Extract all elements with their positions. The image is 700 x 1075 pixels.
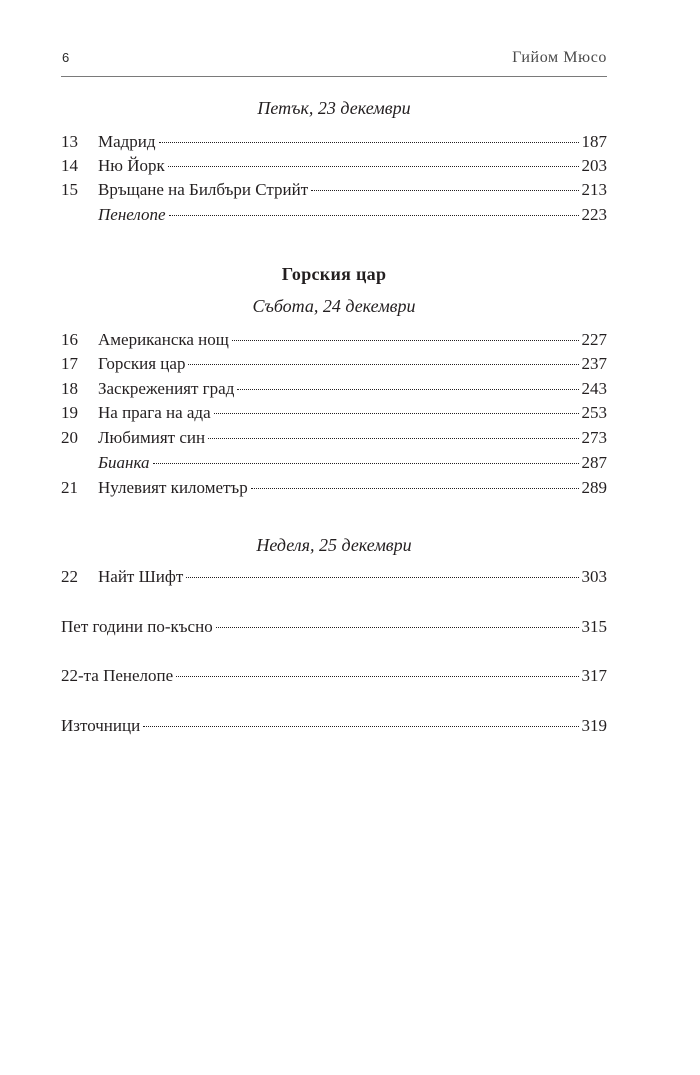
dot-leader xyxy=(169,214,579,216)
running-header xyxy=(61,48,607,72)
chapter-title: Любимият син xyxy=(98,428,206,447)
chapter-number: 14 xyxy=(61,156,78,175)
toc-entry[interactable] xyxy=(61,565,607,589)
dot-leader xyxy=(237,388,578,390)
chapter-title: Заскреженият град xyxy=(98,379,235,398)
chapter-title: На прага на ада xyxy=(98,403,211,422)
page-ref: 315 xyxy=(581,617,607,636)
chapter-number: 16 xyxy=(61,330,78,349)
page-ref: 319 xyxy=(581,716,607,735)
dot-leader xyxy=(153,462,579,464)
toc-entry[interactable] xyxy=(61,476,607,500)
dot-leader xyxy=(251,487,579,489)
page-ref: 253 xyxy=(581,403,607,422)
running-title: Гийом Мюсо xyxy=(512,49,607,66)
dot-leader xyxy=(214,412,579,414)
page-number: 6 xyxy=(62,50,70,65)
chapter-number: 15 xyxy=(61,180,78,199)
dot-leader xyxy=(188,363,578,365)
page-ref: 237 xyxy=(581,354,607,373)
page-ref: 213 xyxy=(581,180,607,199)
page-ref: 223 xyxy=(581,205,607,224)
chapter-number: 13 xyxy=(61,132,78,151)
section-date-friday: Петък, 23 декември xyxy=(257,98,411,118)
chapter-title: Връщане на Билбъри Стрийт xyxy=(98,180,309,199)
chapter-title: Пет години по-късно xyxy=(61,617,213,636)
toc-entry[interactable] xyxy=(61,426,607,450)
chapter-number: 20 xyxy=(61,428,78,447)
chapter-title: Ню Йорк xyxy=(98,156,165,175)
chapter-number: 21 xyxy=(61,478,78,497)
part-title: Горския цар xyxy=(281,264,387,284)
dot-leader xyxy=(168,165,579,167)
dot-leader xyxy=(216,626,579,628)
chapter-title: Горския цар xyxy=(98,354,186,373)
toc-entry[interactable] xyxy=(61,178,607,202)
chapter-title: Нулевият километър xyxy=(98,478,248,497)
chapter-title: Найт Шифт xyxy=(98,567,184,586)
dot-leader xyxy=(176,675,578,677)
dot-leader xyxy=(311,189,578,191)
toc-entry[interactable] xyxy=(61,154,607,178)
header-rule xyxy=(61,76,607,77)
toc-entry[interactable] xyxy=(61,328,607,352)
chapter-title: Мадрид xyxy=(98,132,156,151)
dot-leader xyxy=(186,576,578,578)
page-ref: 203 xyxy=(581,156,607,175)
dot-leader xyxy=(208,437,578,439)
chapter-title: 22-та Пенелопе xyxy=(61,666,174,685)
section-date-saturday: Събота, 24 декември xyxy=(252,296,416,316)
toc-entry[interactable] xyxy=(61,401,607,425)
page-ref: 317 xyxy=(581,666,607,685)
chapter-number: 22 xyxy=(61,567,78,586)
toc-entry-back-matter[interactable] xyxy=(61,664,607,688)
dot-leader xyxy=(143,725,578,727)
page-ref: 287 xyxy=(581,453,607,472)
page-ref: 303 xyxy=(581,567,607,586)
chapter-number: 17 xyxy=(61,354,78,373)
section-date-sunday: Неделя, 25 декември xyxy=(256,535,412,555)
dot-leader xyxy=(232,339,579,341)
toc-entry[interactable] xyxy=(61,377,607,401)
toc-entry[interactable] xyxy=(61,203,607,227)
page-ref: 187 xyxy=(581,132,607,151)
chapter-number: 18 xyxy=(61,379,78,398)
chapter-title: Източници xyxy=(61,716,141,735)
chapter-title: Пенелопе xyxy=(98,205,166,224)
toc-entry-back-matter[interactable] xyxy=(61,714,607,738)
toc-entry-back-matter[interactable] xyxy=(61,615,607,639)
page-ref: 289 xyxy=(581,478,607,497)
chapter-number: 19 xyxy=(61,403,78,422)
page-ref: 273 xyxy=(581,428,607,447)
toc-entry[interactable] xyxy=(61,130,607,154)
dot-leader xyxy=(159,141,579,143)
chapter-title: Американска нощ xyxy=(98,330,229,349)
toc-entry[interactable] xyxy=(61,451,607,475)
page-ref: 227 xyxy=(581,330,607,349)
page-ref: 243 xyxy=(581,379,607,398)
toc-entry[interactable] xyxy=(61,352,607,376)
chapter-title: Бианка xyxy=(98,453,150,472)
